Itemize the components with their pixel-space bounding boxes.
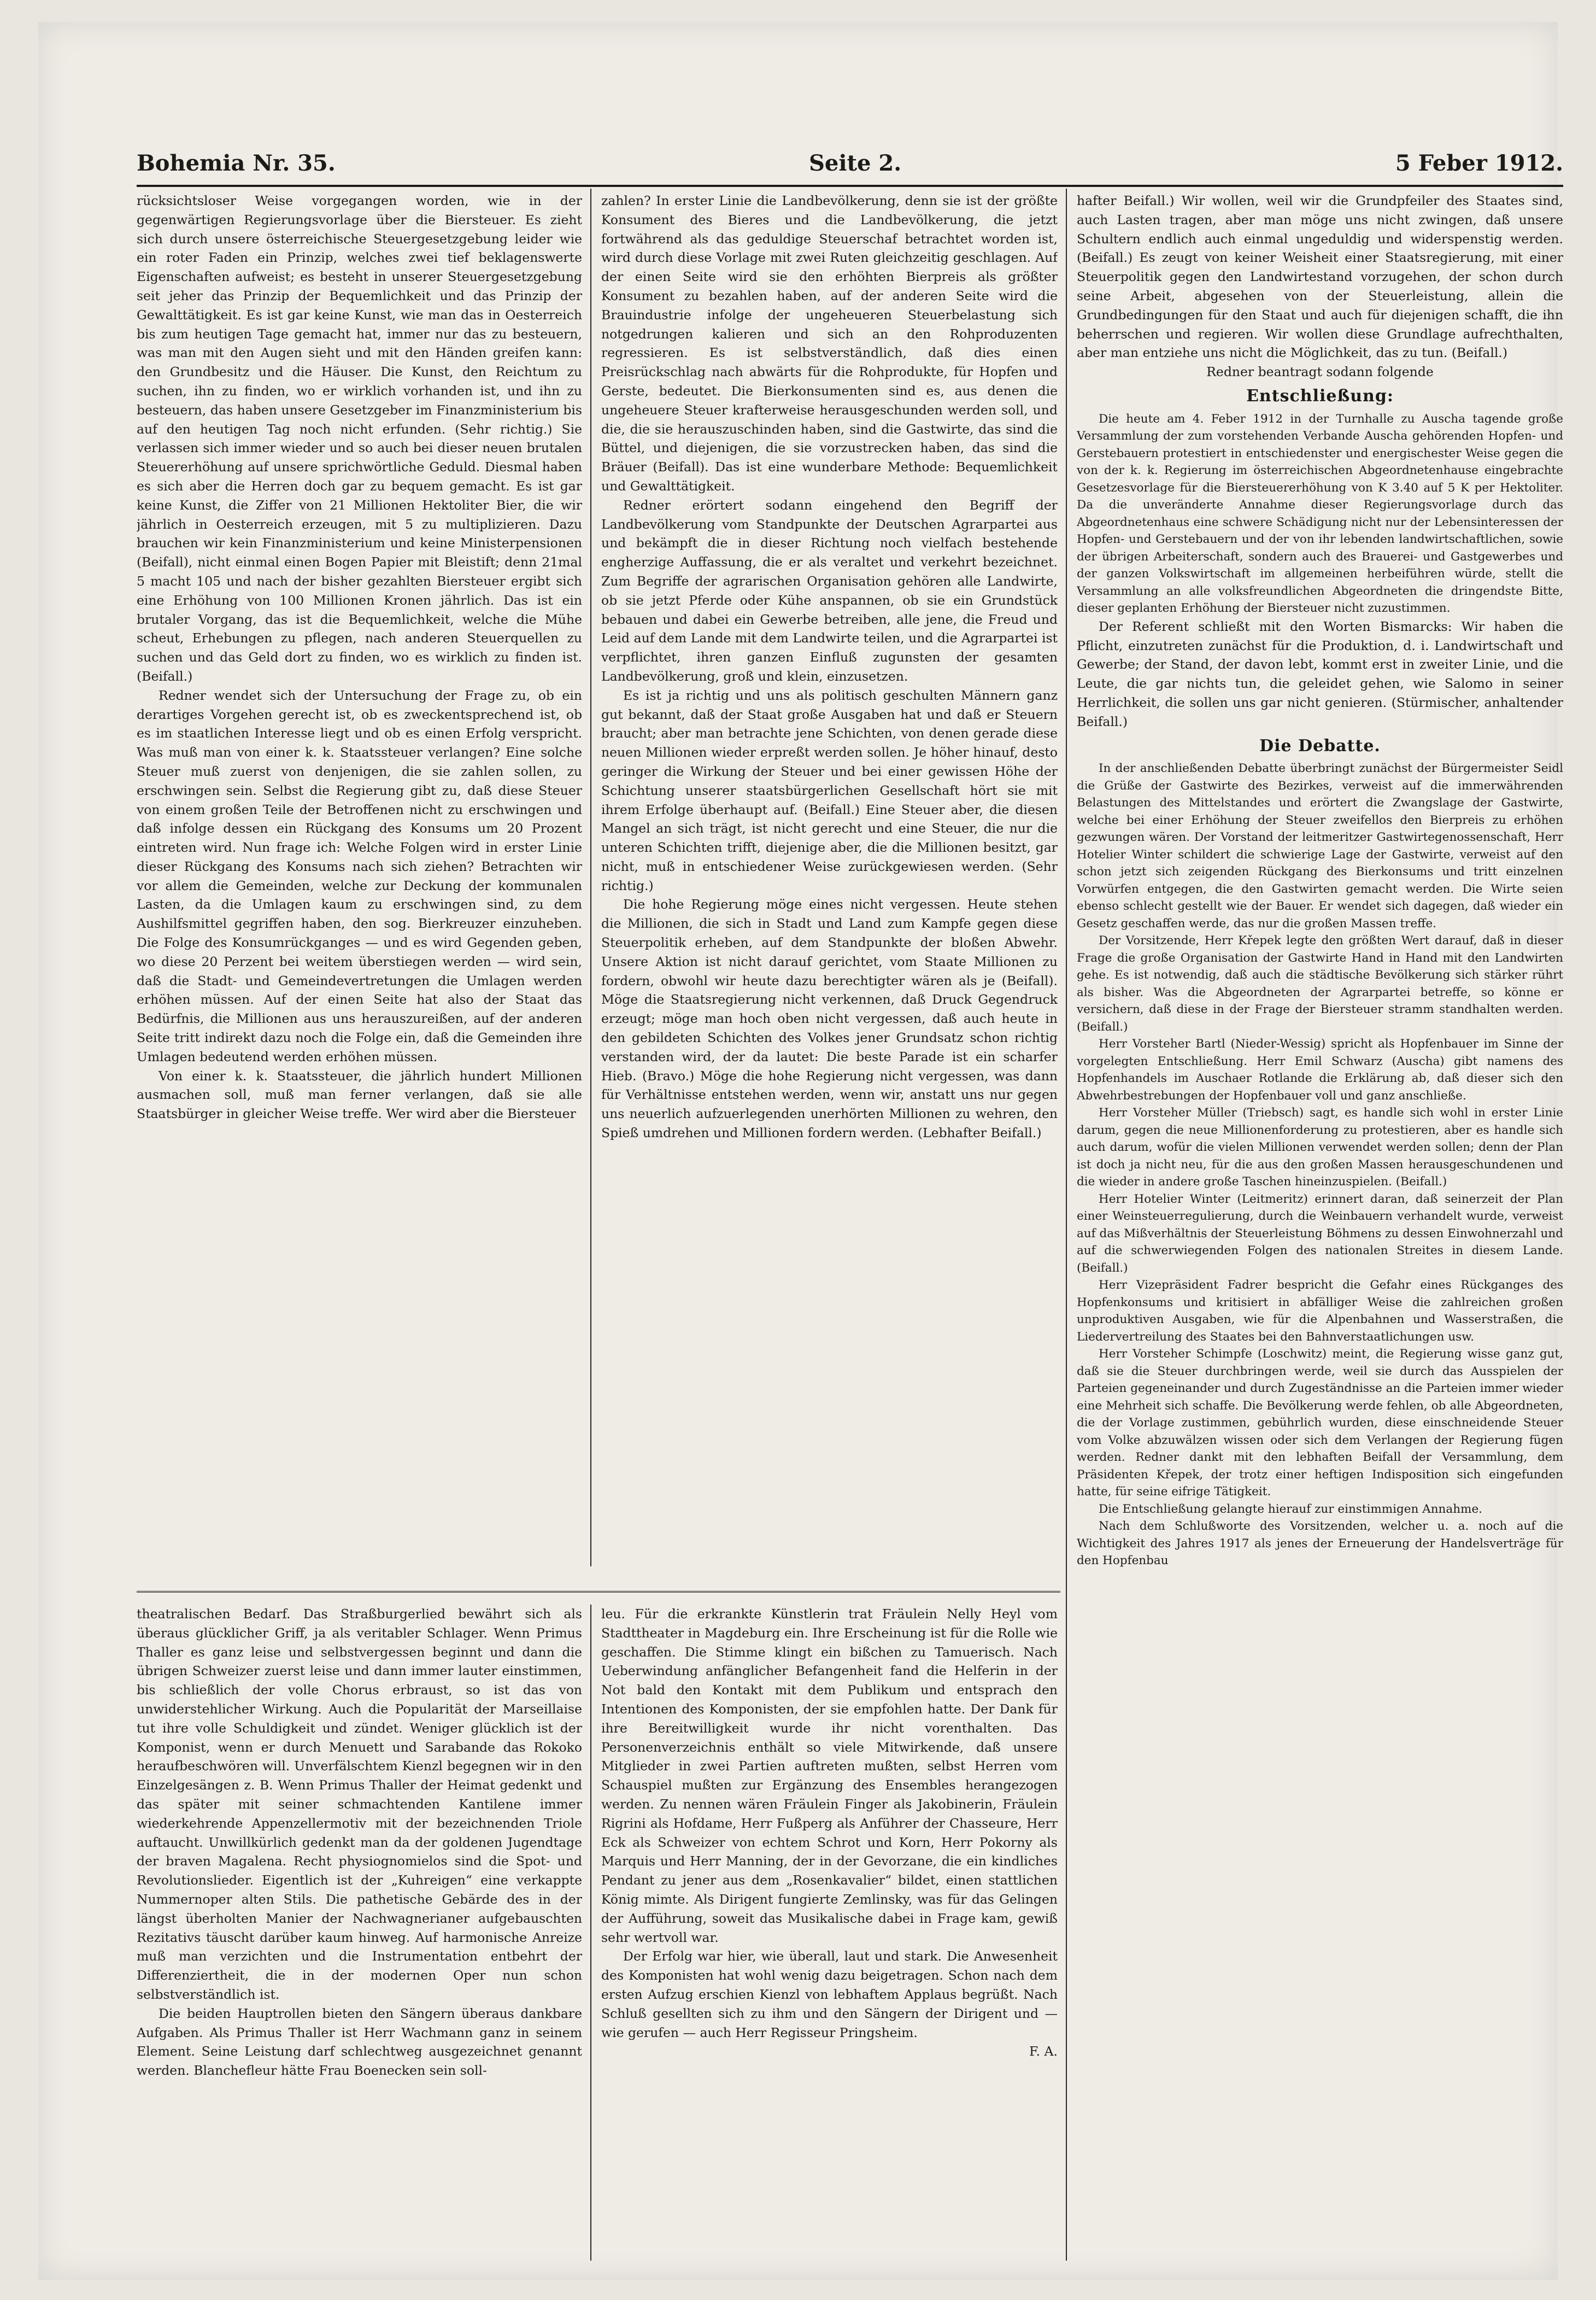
page-number: Seite 2. [809, 150, 902, 176]
issue-date: 5 Feber 1912. [1395, 150, 1563, 176]
paragraph: Von einer k. k. Staatssteuer, die jährlich hundert Millionen ausmachen soll, muß man ferner verlangen, daß sie alle Staatsbürger in gleicher Weise treffe. Wer wird aber die Biersteuer [137, 1068, 582, 1122]
feuilleton-column-2 [601, 1605, 1058, 2261]
paragraph: rücksichtsloser Weise vorgegangen worden, wie in der gegenwärtigen Regierungsvorlage über die Biersteuer. Es zieht sich durch unsere österreichische Steuergesetzgebung leider wie ein roter Faden ein Prinzip, welches zwei tief beklagenswerte Eigenschaften aufweist; es besteht in unserer Steuergesetzgebung seit jeher das Prinzip der Bequemlichkeit und das Prinzip der Gewalttätigkeit. Es ist gar keine Kunst, wie man das in Oesterreich bis zum heutigen Tage gemacht hat, immer nur das zu besteuern, was man mit den Augen sieht und mit den Händen greifen kann: den Grundbesitz und die Häuser. Die Kunst, den Reichtum zu suchen, ihn zu finden, wo er wirklich vorhanden ist, und ihn zu besteuern, das haben unsere Gesetzgeber im Finanzministerium bis auf den heutigen Tag noch nicht erfunden. (Sehr richtig.) Sie verlassen sich immer wieder und so auch bei dieser neuen brutalen Steuererhöhung auf unsere sprichwörtliche Geduld. Diesmal haben es sich aber die Herren doch gar zu bequem gemacht. Es ist gar keine Kunst, die Ziffer von 21 Millionen Hektoliter Bier, die wir jährlich in Oesterreich erzeugen, mit 5 zu multiplizieren. Dazu brauchen wir kein Finanzministerium und keine Ministerpensionen (Beifall), nicht einmal einen Bogen Papier mit Bleistift; denn 21mal 5 macht 105 und nach der bisher gezahlten Biersteuer ergibt sich eine Erhöhung von 100 Millionen Kronen jährlich. Das ist ein brutaler Vorgang, das ist die Bequemlichkeit, welche die Mühe scheut, Erhebungen zu pflegen, nach anderen Steuerquellen zu suchen und das Geld dort zu finden, wo es wirklich zu finden ist. (Beifall.) [137, 193, 582, 684]
feuilleton-divider [137, 1591, 1060, 1593]
debate-title: Die Debatte. [1259, 736, 1381, 756]
issue-label: Bohemia Nr. 35. [137, 150, 336, 176]
paragraph: Redner beantragt sodann folgende [1206, 364, 1434, 380]
paragraph: zahlen? In erster Linie die Landbevölkerung, denn sie ist der größte Konsument des Bieres und die Landbevölkerung, die jetzt fortwährend als das geduldige Steuerschaf betrachtet worden ist, wird durch diese Vorlage mit zwei Ruten gleichzeitig geschlagen. Auf der einen Seite wird sie den erhöhten Bierpreis als größter Konsument zu bezahlen haben, auf der anderen Seite wird die Brauindustrie infolge der ungeheueren Steuerbelastung sich notgedrungen kalieren und sich an den Rohproduzenten regressieren. Es ist selbstverständlich, daß dies einen Preisrückschlag nach abwärts für die Rohprodukte, für Hopfen und Gerste, bedeutet. Die Bierkonsumenten sind es, aus denen die ungeheuere Steuer krafterweise herausgeschunden werden soll, und die, die sie herauszuschinden haben, sind die Gastwirte, das sind die Büttel, und diejenigen, die sie vorzustrecken haben, das sind die Bräuer (Beifall). Das ist eine wunderbare Methode: Bequemlichkeit und Gewalttätigkeit. [601, 193, 1058, 494]
newspaper-page [38, 22, 1563, 2280]
feuilleton-column-1 [137, 1605, 582, 2261]
paragraph: Herr Hotelier Winter (Leitmeritz) erinnert daran, daß seinerzeit der Plan einer Weinsteuerregulierung, durch die Weinbauern verhandelt wurde, verweist auf das Mißverhältnis der Steuerleistung Böhmens zu dessen Einwohnerzahl und auf die schwerwiegenden Folgen des nationalen Streites in diesem Lande. (Beifall.) [1077, 1192, 1563, 1275]
resolution-title: Entschließung: [1246, 386, 1394, 406]
paragraph: Herr Vorsteher Bartl (Nieder-Wessig) spricht als Hopfenbauer im Sinne der vorgelegten Entschließung. Herr Emil Schwarz (Auscha) gibt namens des Hopfenhandels im Auschaer Rotlande die Erklärung ab, daß dieser sich den Abwehrbestrebungen der Hopfenbauer voll und ganz anschließe. [1077, 1037, 1563, 1103]
paragraph: Die Entschließung gelangte hierauf zur einstimmigen Annahme. [1099, 1502, 1483, 1516]
column-2-article [601, 191, 1058, 1585]
paragraph: Es ist ja richtig und uns als politisch geschulten Männern ganz gut bekannt, daß der Staat große Ausgaben hat und daß er Steuern braucht; aber man betrachte jene Schichten, von denen gerade diese neuen Millionen wieder erpreßt werden sollen. Je höher hinauf, desto geringer die Wirkung der Steuer und bei einer gewissen Höhe der Schichtung unserer staatsbürgerlichen Gesellschaft hört sie mit ihrem Erfolge überhaupt auf. (Beifall.) Eine Steuer aber, die diesen Mangel an sich trägt, ist nicht gerecht und eine Steuer, die nur die unteren Schichten trifft, diejenige aber, die die Millionen besitzt, gar nicht, muß in entschiedener Weise zurückgewiesen werden. (Sehr richtig.) [601, 687, 1058, 893]
resolution-text: Die heute am 4. Feber 1912 in der Turnhalle zu Auscha tagende große Versammlung der zum vorstehenden Verbande Auscha gehörenden Hopfen- und Gerstebauern protestiert in entschiedenster und energischester Weise gegen die von der k. k. Regierung im österreichischen Abgeordnetenhause eingebrachte Gesetzesvorlage für die Biersteuererhöhung von K 3.40 auf 5 K per Hektoliter. Da die unveränderte Annahme dieser Regierungsvorlage durch das Abgeordnetenhaus eine schwere Schädigung nicht nur der Lebensinteressen der Hopfen- und Gerstebauern und der von ihr lebenden landwirtschaftlichen, sowie der übrigen Arbeiterschaft, sondern auch des Brauerei- und Gastgewerbes und der ganzen Volkswirtschaft im allgemeinen herbeiführen würde, stellt die Versammlung an alle volksfreundlichen Abgeordneten die dringendste Bitte, dieser geplanten Erhöhung der Biersteuer nicht zuzustimmen. [1077, 412, 1563, 616]
column-rule-3 [590, 1605, 591, 2261]
paragraph: Redner wendet sich der Untersuchung der Frage zu, ob ein derartiges Vorgehen gerecht ist, ob es zweckentsprechend ist, ob es im staatlichen Interesse liegt und ob es einen Erfolg verspricht. Was muß man von einer k. k. Staatssteuer verlangen? Eine solche Steuer muß zuerst von denjenigen, die sie zahlen sollen, zu erschwingen sein. Selbst die Regierung gibt zu, daß diese Steuer von einem großen Teile der Betroffenen nicht zu erschwingen und daß infolge dessen ein Rückgang des Konsums um 20 Prozent eintreten wird. Nun frage ich: Welche Folgen wird in erster Linie dieser Rückgang des Konsums nach sich ziehen? Betrachten wir vor allem die Gemeinden, welche zur Deckung der kommunalen Lasten, da die Umlagen kaum zu erschwingen sind, zu dem Aushilfsmittel gegriffen haben, den sog. Bierkreuzer einzuheben. Die Folge des Konsumrückganges — und es wird Gegenden geben, wo diese 20 Perzent bei weitem überstiegen werden — wird sein, daß die Stadt- und Gemeindevertretungen die Umlagen werden erhöhen müssen. Auf der einen Seite hat also der Staat das Bedürfnis, die Millionen aus uns herauszureißen, auf der anderen Seite tritt indirekt dazu noch die Folge ein, daß die Gemeinden ihre Umlagen bedeutend werden erhöhen müssen. [137, 687, 582, 1064]
page-header [137, 150, 1563, 183]
paragraph: Die beiden Hauptrollen bieten den Sängern überaus dankbare Aufgaben. Als Primus Thaller ist Herr Wachmann ganz in seinem Element. Seine Leistung darf schlechtweg ausgezeichnet genannt werden. Blanchefleur hätte Frau Boenecken sein soll- [137, 2005, 582, 2079]
paragraph: In der anschließenden Debatte überbringt zunächst der Bürgermeister Seidl die Grüße der Gastwirte des Bezirkes, verweist auf die immerwährenden Belastungen des Mittelstandes und erörtert die Zwangslage der Gastwirte, welche bei einer Erhöhung der Steuer zweifellos den Bierpreis zu erhöhen gezwungen wären. Der Vorstand der leitmeritzer Gastwirtegenossenschaft, Herr Hotelier Winter schildert die schwierige Lage der Gastwirte, verweist auf den schon jetzt sich zeigenden Rückgang des Bierkonsums und tritt einzelnen Vorwürfen entgegen, die den Gastwirten gemacht werden. Die Wirte seien ebenso schlecht gestellt wie der Bauer. Er wendet sich dagegen, daß wieder ein Gesetz geschaffen werde, das nur die großen Massen treffe. [1077, 762, 1563, 930]
header-rule [137, 185, 1563, 187]
paragraph: leu. Für die erkrankte Künstlerin trat Fräulein Nelly Heyl vom Stadttheater in Magdeburg ein. Ihre Erscheinung ist für die Rolle wie geschaffen. Die Stimme klingt ein bißchen zu Tamuerisch. Nach Ueberwindung anfänglicher Befangenheit fand die Helferin in der Not bald den Kontakt mit dem Publikum und entsprach den Intentionen des Komponisten, der sie empfohlen hatte. Der Dank für ihre Bereitwilligkeit wurde ihr nicht vorenthalten. Das Personenverzeichnis enthält so viele Mitwirkende, daß unsere Mitglieder in zwei Partien auftreten mußten, selbst Herren vom Schauspiel mußten zur Ergänzung des Ensembles herangezogen werden. Zu nennen wären Fräulein Finger als Jakobinerin, Fräulein Rigrini als Hofdame, Herr Fußperg als Anführer der Chasseure, Herr Eck als Schweizer von echtem Schrot und Korn, Herr Pokorny als Marquis und Herr Manning, der in der Gevorzane, die ein kindliches Pendant zu jener aus dem „Rosenkavalier“ bildet, einen stattlichen König mimte. Als Dirigent fungierte Zemlinsky, was für das Gelingen der Aufführung, soweit das Musikalische dabei in Frage kam, gewiß sehr wertvoll war. [601, 1606, 1058, 1945]
paragraph: Herr Vorsteher Müller (Triebsch) sagt, es handle sich wohl in erster Linie darum, gegen die neue Millionenforderung zu protestieren, aber es handle sich auch darum, wofür die vielen Millionen verwendet werden sollen; denn der Plan ist doch ja nicht neu, für die aus den großen Massen herausgeschundenen und die wieder in andere große Taschen hineinzuspielen. (Beifall.) [1077, 1106, 1563, 1189]
column-3-article [1077, 191, 1563, 2263]
paragraph: theatralischen Bedarf. Das Straßburgerlied bewährt sich als überaus glücklicher Griff, ja als veritabler Schlager. Wenn Primus Thaller es ganz leise und selbstvergessen beginnt und dann die übrigen Schweizer zuerst leise und dann immer lauter einstimmen, bis schließlich der volle Chorus erbraust, so ist das von unwiderstehlicher Wirkung. Auch die Popularität der Marseillaise tut ihre volle Schuldigkeit und zündet. Weniger glücklich ist der Komponist, wenn er durch Menuett und Sarabande das Rokoko heraufbeschwören will. Unverfälschtem Kienzl begegnen wir in den Einzelgesängen z. B. Wenn Primus Thaller der Heimat gedenkt und das später mit seiner schmachtenden Kantilene immer wiederkehrende Appenzellermotiv mit der bezeichnenden Triole auftaucht. Unwillkürlich gedenkt man da der goldenen Jugendtage der braven Magalena. Recht physiognomielos sind die Spot- und Revolutionslieder. Eigentlich ist der „Kuhreigen“ eine verkappte Nummernoper alten Stils. Die pathetische Gebärde des in der längst überholten Manier der Nachwagnerianer aufgebauschten Rezitativs täuscht darüber kaum hinweg. Auf harmonische Anreize muß man verzichten und die Instrumentation entbehrt der Differenziertheit, die in der modernen Oper nun schon selbstverständlich ist. [137, 1606, 582, 2002]
paragraph: hafter Beifall.) Wir wollen, weil wir die Grundpfeiler des Staates sind, auch Lasten tragen, aber man möge uns nicht zwingen, daß unsere Schultern endlich auch einmal ungeduldig und widerspenstig werden. (Beifall.) Es zeugt von keiner Weisheit einer Staatsregierung, mit einer Steuerpolitik gegen den Landwirtestand vorzugehen, der schon durch seine Arbeit, abgesehen von der Steuerleistung, allein die Grundbedingungen für den Staat und auch für diejenigen schafft, die ihn beherrschen und regieren. Wir wollen diese Grundlage aufrechthalten, aber man entziehe uns nicht die Möglichkeit, das zu tun. (Beifall.) [1077, 193, 1563, 361]
column-1-article [137, 191, 582, 1585]
paragraph: Die hohe Regierung möge eines nicht vergessen. Heute stehen die Millionen, die sich in Stadt und Land zum Kampfe gegen diese Steuerpolitik erheben, auf dem Standpunkte der bloßen Abwehr. Unsere Aktion ist nicht darauf gerichtet, vom Staate Millionen zu fordern, obwohl wir heute dazu berechtigter wären als je (Beifall). Möge die Staatsregierung nicht verkennen, daß Druck Gegendruck erzeugt; möge man hoch oben nicht vergessen, daß auch heute in den gebildeten Schichten des Volkes jener Grundsatz schon richtig verstanden wird, der da lautet: Die beste Parade ist ein scharfer Hieb. (Bravo.) Möge die hohe Regierung nicht vergessen, was dann für Verhältnisse entstehen werden, wenn wir, anstatt uns nur gegen uns neuerlich aufzuerlegenden unerhörten Millionen zu wehren, den Spieß umdrehen und Millionen fordern werden. (Lebhafter Beifall.) [601, 897, 1058, 1141]
feuilleton-signature: F. A. [1029, 2044, 1058, 2059]
paragraph: Der Erfolg war hier, wie überall, laut und stark. Die Anwesenheit des Komponisten hat wohl wenig dazu beigetragen. Schon nach dem ersten Aufzug erschien Kienzl von lebhaftem Applaus begrüßt. Nach Schluß gesellten sich zu ihm und den Sängern der Dirigent und — wie gerufen — auch Herr Regisseur Pringsheim. [601, 1948, 1058, 2040]
paragraph: Herr Vizepräsident Fadrer bespricht die Gefahr eines Rückganges des Hopfenkonsums und kritisiert in abfälliger Weise die zahlreichen großen unproduktiven Ausgaben, wie für die Alpenbahnen und Wasserstraßen, die Liedervertreilung des Staates bei den Bahnverstaatlichungen usw. [1077, 1278, 1563, 1344]
paragraph: Herr Vorsteher Schimpfe (Loschwitz) meint, die Regierung wisse ganz gut, daß sie die Steuer durchbringen werde, weil sie durch das Ausspielen der Parteien gegeneinander und durch Zugeständnisse an die Parteien immer wieder eine Mehrheit sich schaffe. Die Bevölkerung werde fehlen, ob alle Abgeordneten, die der Vorlage zustimmen, gebührlich wurden, diese einschneidende Steuer vom Volke abzuwälzen wissen oder sich dem Verlangen der Regierung fügen werden. Redner dankt mit den lebhaften Beifall der Versammlung, dem Präsidenten Křepek, der trotz einer heftigen Indisposition sich eingefunden hatte, für seine eifrige Tätigkeit. [1077, 1347, 1563, 1499]
paragraph: Der Vorsitzende, Herr Křepek legte den größten Wert darauf, daß in dieser Frage die große Organisation der Gastwirte Hand in Hand mit den Landwirten gehe. Es ist notwendig, daß auch die städtische Bevölkerung sich stärker rührt als bisher. Was die Abgeordneten der Agrarpartei betreffe, so könne er versichern, daß diese in der Frage der Biersteuer stramm standhalten werden. (Beifall.) [1077, 934, 1563, 1034]
paragraph: Nach dem Schlußworte des Vorsitzenden, welcher u. a. noch auf die Wichtigkeit des Jahres 1917 als jenes der Erneuerung der Handelsverträge für den Hopfenbau [1077, 1519, 1563, 1568]
column-rule-2 [1066, 189, 1067, 2261]
column-rule-1 [590, 189, 591, 1566]
paragraph: Der Referent schließt mit den Worten Bismarcks: Wir haben die Pflicht, einzutreten zunächst für die Produktion, d. i. Landwirtschaft und Gewerbe; der Stand, der davon lebt, kommt erst in zweiter Linie, und die Leute, die gar nichts tun, die geleidet gehen, wie Salomo in seiner Herrlichkeit, die sollen uns gar nicht genieren. (Stürmischer, anhaltender Beifall.) [1077, 618, 1563, 729]
paragraph: Redner erörtert sodann eingehend den Begriff der Landbevölkerung vom Standpunkte der Deutschen Agrarpartei aus und bekämpft die in dieser Richtung noch vielfach bestehende engherzige Auffassung, die er als veraltet und verkehrt bezeichnet. Zum Begriffe der agrarischen Organisation gehören alle Landwirte, ob sie jetzt Pferde oder Kühe anspannen, ob sie ein Grundstück bebauen und dabei ein Gewerbe betreiben, alle jene, die Freud und Leid auf dem Lande mit dem Landwirte teilen, und die Agrarpartei ist verpflichtet, ihren ganzen Einfluß zugunsten der gesamten Landbevölkerung, groß und klein, einzusetzen. [601, 497, 1058, 684]
